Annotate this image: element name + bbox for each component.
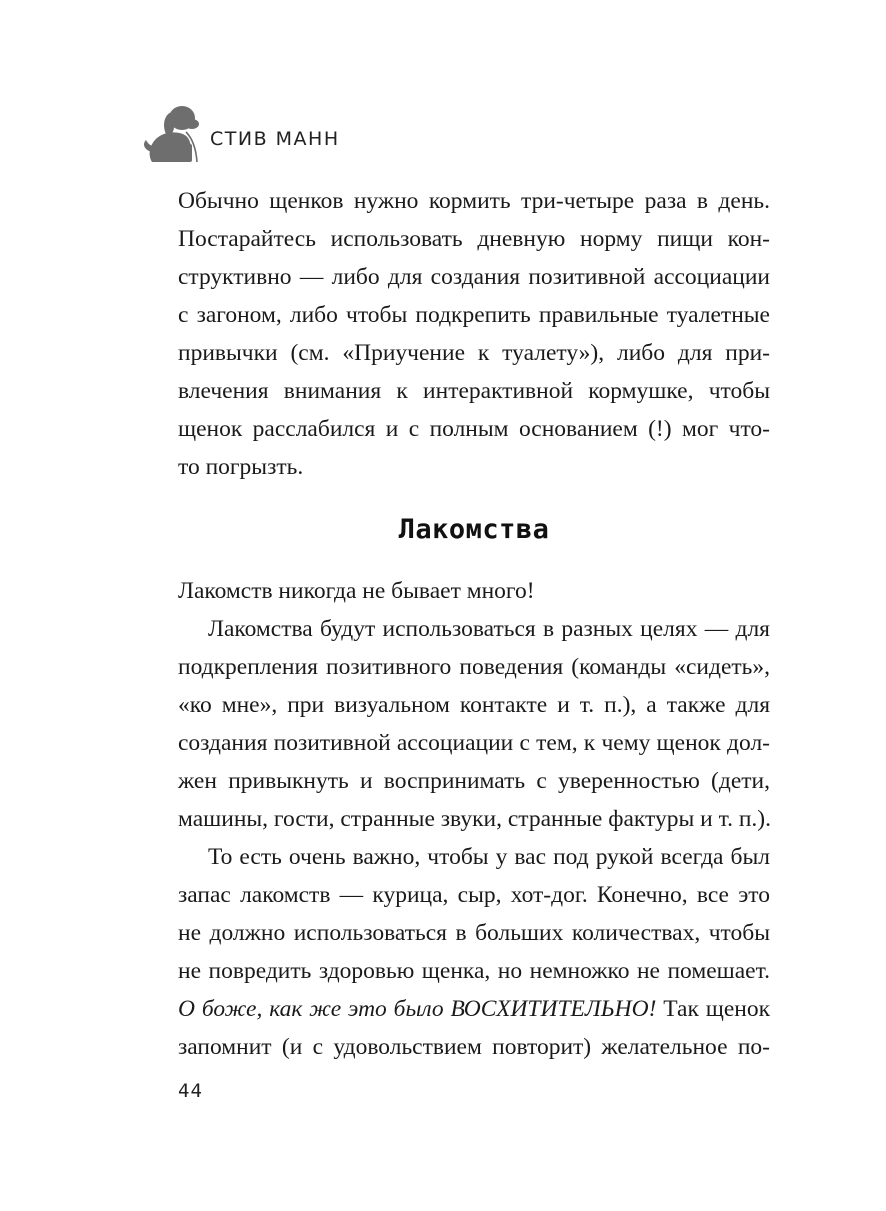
text-line: подкрепления позитивного поведения (команды «сидеть»,	[178, 654, 770, 680]
text-line: не повредить здоровью щенка, но немножко не помешает.	[178, 958, 770, 984]
italic-exclamation: О боже, как же это было ВОСХИТИТЕЛЬНО!	[178, 996, 657, 1022]
running-head	[142, 104, 340, 164]
text-line: создания позитивной ассоциации с тем, к чему щенок дол-	[178, 730, 770, 756]
text-line: запас лакомств — курица, сыр, хот-дог. Конечно, все это	[178, 882, 770, 908]
text-line: с загоном, либо чтобы подкрепить правильные туалетные	[178, 302, 770, 328]
text-line: структивно — либо для создания позитивной ассоциации	[178, 264, 770, 290]
text-line: то погрызть.	[178, 454, 304, 480]
text-line: не должно использоваться в больших количествах, чтобы	[178, 920, 770, 946]
text-line: Постарайтесь использовать дневную норму пищи кон-	[178, 226, 770, 252]
text-line: Лакомства будут использоваться в разных целях — для	[208, 616, 770, 642]
section-heading: Лакомства	[398, 514, 550, 545]
page-number: 44	[178, 1080, 203, 1102]
text-line: Обычно щенков нужно кормить три-четыре раза в день.	[178, 188, 770, 214]
text-line: жен привыкнуть и воспринимать с уверенностью (дети,	[178, 768, 770, 794]
paragraph-treats	[178, 572, 770, 1066]
text-line: То есть очень важно, чтобы у вас под рукой всегда был	[208, 844, 770, 870]
text-line: Лакомств никогда не бывает много!	[178, 578, 535, 604]
text-line: щенок расслабился и с полным основанием (!) мог что-	[178, 416, 770, 442]
paragraph-feeding	[178, 182, 770, 486]
text-line-mixed	[178, 990, 770, 1028]
dog-silhouette-icon	[142, 104, 204, 164]
author-name: СТИВ МАНН	[210, 128, 340, 150]
text-line: влечения внимания к интерактивной кормушке, чтобы	[178, 378, 770, 404]
text-line: «ко мне», при визуальном контакте и т. п.), а также для	[178, 692, 770, 718]
text-fragment: Так щенок	[656, 996, 770, 1022]
text-line: привычки (см. «Приучение к туалету»), либо для при-	[178, 340, 770, 366]
text-line: запомнит (и с удовольствием повторит) желательное по-	[178, 1034, 770, 1060]
text-line: машины, гости, странные звуки, странные фактуры и т. п.).	[178, 806, 771, 832]
